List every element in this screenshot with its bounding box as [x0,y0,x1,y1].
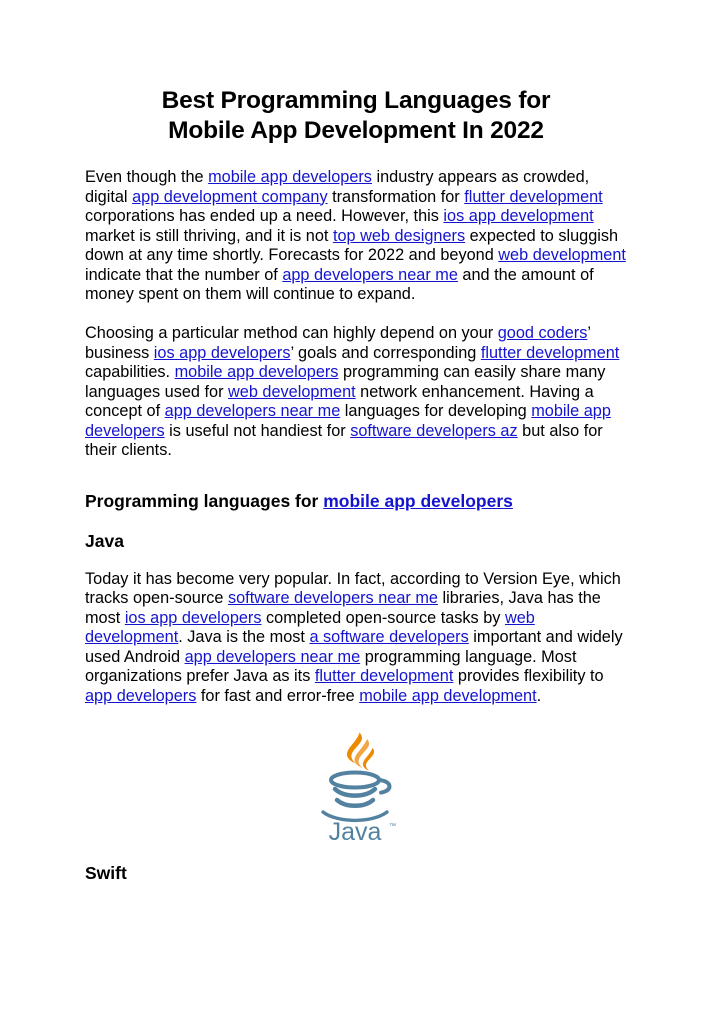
paragraph-intro [85,168,627,305]
link-ios-app-developers[interactable]: ios app developers [124,608,262,627]
link-app-development-company[interactable]: app development company [132,187,328,206]
text-fragment: is useful not handiest for [164,421,351,440]
text-fragment: ’ business [85,324,591,362]
text-fragment: and the amount of money spent on them will continue to expand. [85,265,594,303]
java-logo-figure [85,730,627,842]
text-fragment: provides flexibility to [453,667,604,685]
java-wordmark: Java [328,818,382,842]
heading-spacer [85,512,627,530]
text-fragment: transformation for [327,187,465,206]
text-fragment: but also for their clients. [85,421,603,459]
link-top-web-designers[interactable]: top web designers [332,226,466,245]
section-spacer [85,461,627,490]
sub-heading-swift: Swift [85,863,127,883]
paragraph-java [85,570,627,707]
paragraph-spacer [85,305,627,325]
text-fragment: market is still thriving, and it is not [85,226,333,245]
text-fragment: corporations has ended up a need. However, this [85,207,444,225]
link-web-development[interactable]: web development [85,608,535,646]
link-mobile-app-development[interactable]: mobile app development [359,686,537,705]
image-spacer [85,842,627,862]
link-web-development[interactable]: web development [228,382,356,401]
text-fragment: ’ goals and corresponding [290,343,481,362]
text-fragment: programming can easily share many languages used for [85,363,606,401]
paragraph-choosing-method [85,324,627,461]
sub-heading-java: Java [85,530,124,551]
text-fragment: Even though the [85,168,209,186]
image-spacer [85,706,627,730]
text-fragment: . [536,686,542,705]
link-mobile-app-developers[interactable]: mobile app developers [85,402,611,440]
section-heading-programming-languages [85,490,627,512]
link-web-development[interactable]: web development [498,246,626,264]
text-fragment: network enhancement. Having a concept of [85,382,594,420]
text-fragment: indicate that the number of [85,265,283,284]
link-software-developers-near-me[interactable]: software developers near me [227,589,438,607]
text-fragment: programming language. Most organizations prefer Java as its [85,647,577,685]
text-fragment: industry appears as crowded, digital [85,168,590,206]
text-fragment: Today it has become very popular. In fact, according to Version Eye, which tracks open-source [85,569,621,607]
text-fragment: . Java is the most [178,628,310,646]
link-ios-app-developers[interactable]: ios app developers [153,343,291,362]
text-fragment: for fast and error-free [196,686,360,705]
link-app-developers-near-me[interactable]: app developers near me [184,647,361,666]
java-logo-icon [310,730,402,842]
link-good-coders[interactable]: good coders [497,324,588,342]
link-flutter-development[interactable]: flutter development [480,343,620,362]
link-ios-app-development[interactable]: ios app development [443,207,594,225]
trademark-mark: ™ [389,823,396,830]
section-heading-text: Programming languages for [85,490,324,511]
text-fragment: languages for developing [340,402,532,420]
link-flutter-development[interactable]: flutter development [464,187,603,206]
link-app-developers-near-me[interactable]: app developers near me [282,265,458,284]
heading-spacer [85,552,627,570]
page-title [85,86,627,146]
text-fragment: completed open-source tasks by [261,608,505,627]
text-fragment: important and widely used Android [85,628,623,666]
text-fragment: Choosing a particular method can highly depend on your [85,324,498,342]
text-fragment: expected to sluggish down at any time shortly. Forecasts for 2022 and beyond [85,226,619,264]
page-title-line-2: Mobile App Development In 2022 [168,117,544,144]
page-title-line-1: Best Programming Languages for [161,87,551,114]
link-a-software-developers[interactable]: a software developers [309,628,469,646]
text-fragment: libraries, Java has the most [85,589,601,627]
link-mobile-app-developers[interactable]: mobile app developers [323,490,513,511]
link-app-developers[interactable]: app developers [85,686,197,705]
link-mobile-app-developers[interactable]: mobile app developers [208,168,372,186]
text-fragment: capabilities. [85,363,175,381]
link-mobile-app-developers[interactable]: mobile app developers [174,363,339,381]
document-content [85,86,627,884]
link-flutter-development[interactable]: flutter development [314,667,454,685]
link-app-developers-near-me[interactable]: app developers near me [164,402,341,420]
link-software-developers-az[interactable]: software developers az [350,421,518,440]
